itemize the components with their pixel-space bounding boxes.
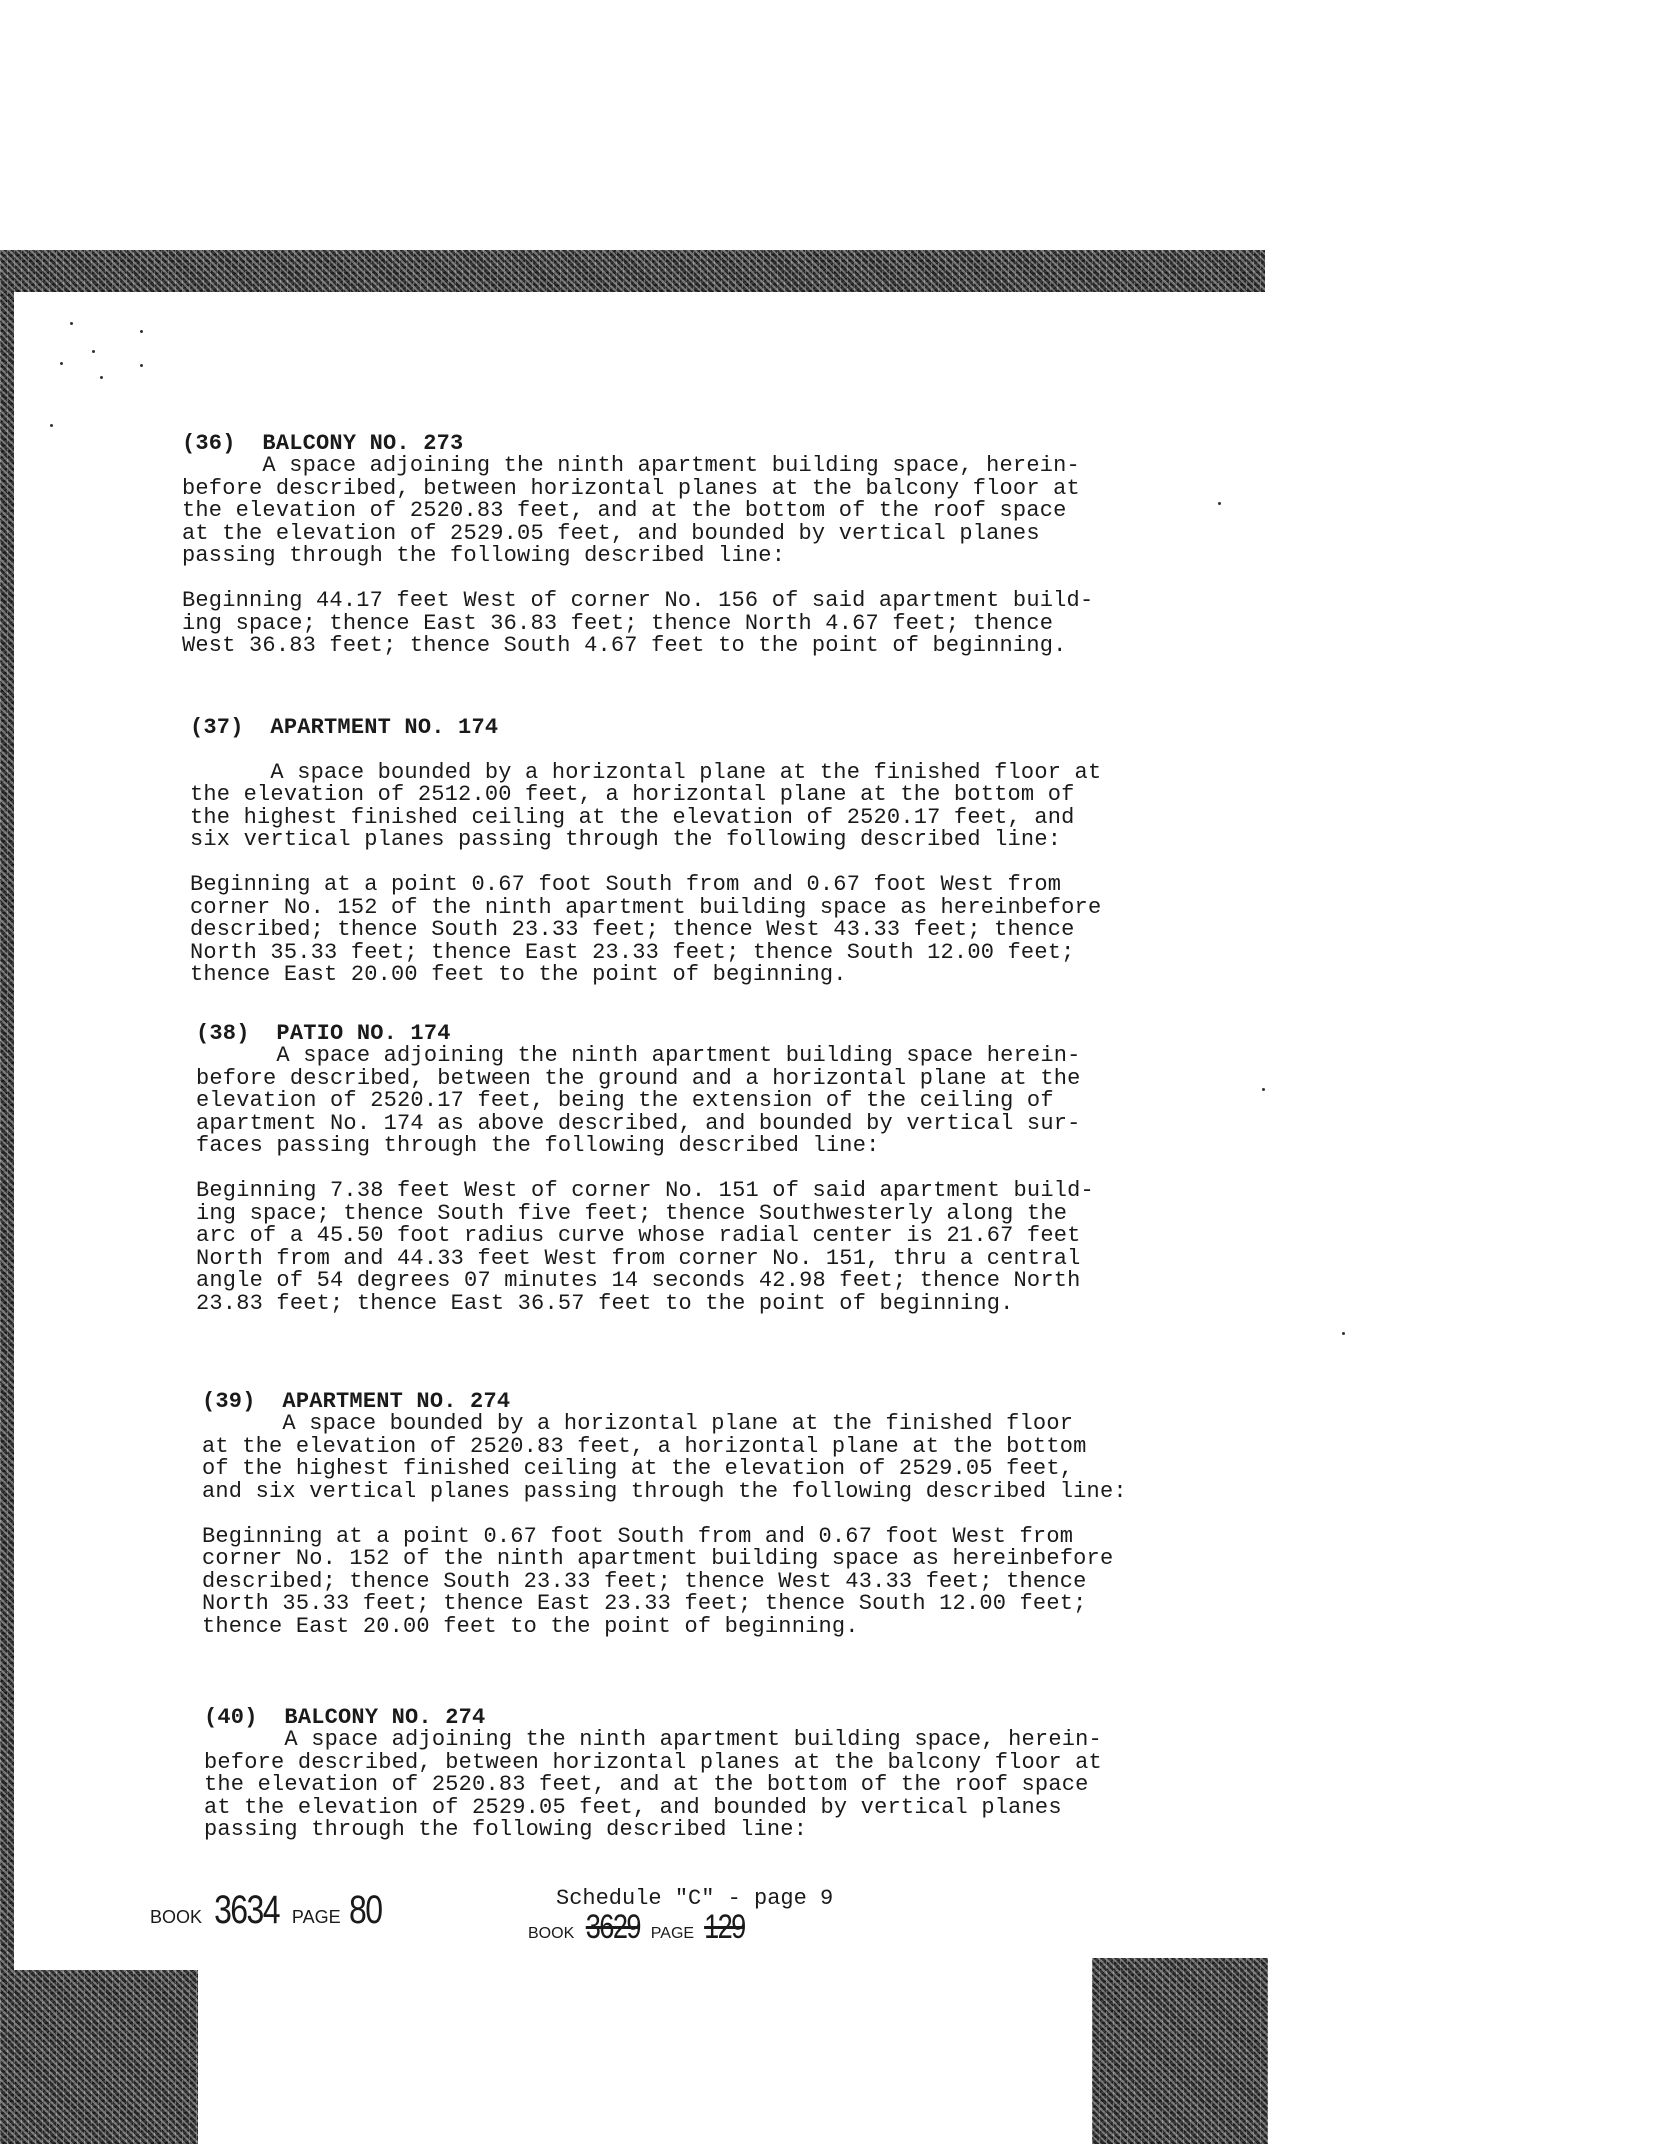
book-page-stamp: [150, 1888, 386, 1933]
section-heading: (37) APARTMENT NO. 174: [190, 714, 499, 740]
section-paragraph: Beginning at a point 0.67 foot South from and 0.67 foot West from corner No. 152 of the ninth apartment building space as hereinbefore described; thence South 23.33 feet; thence West 43.33 feet; thence North 35.33 feet; thence East 23.33 feet; thence South 12.00 feet; thence East 20.00 feet to the point of beginning.: [202, 1523, 1114, 1639]
superseded-book-page-stamp: [528, 1908, 749, 1947]
book-number: 3629: [585, 1908, 640, 1946]
book-label: BOOK: [150, 1907, 203, 1927]
section-paragraph: Beginning 44.17 feet West of corner No. 156 of said apartment build- ing space; thence East 36.83 feet; thence North 4.67 feet; thence West 36.83 feet; thence South 4.67 feet to the point of beginning.: [182, 588, 1094, 658]
page-label: PAGE: [291, 1907, 341, 1927]
page-label: PAGE: [650, 1925, 695, 1942]
book-label: BOOK: [528, 1925, 575, 1942]
section-39: [202, 1368, 1127, 1661]
section-paragraph: Beginning 7.38 feet West of corner No. 151 of said apartment build- ing space; thence South five feet; thence Southwesterly along the arc of a 45.50 foot radius curve whose radial center is 21.67 feet North from and 44.33 feet West from corner No. 151, thru a central angle of 54 degrees 07 minutes 14 seconds 42.98 feet; thence North 23.83 feet; thence East 36.57 feet to the point of beginning.: [196, 1178, 1094, 1316]
section-paragraph: A space bounded by a horizontal plane at the finished floor at the elevation of 2520.83 feet, a horizontal plane at the bottom of the highest finished ceiling at the elevation of 2529.05 feet, and six vertical planes passing through the following described line:: [202, 1411, 1127, 1504]
section-40: [204, 1684, 1102, 1864]
page-number: 129: [703, 1908, 745, 1946]
section-37: [190, 694, 1101, 1009]
schedule-page-label: Schedule "C" - page 9: [556, 1886, 834, 1911]
page-number: 80: [349, 1888, 382, 1932]
section-paragraph: A space adjoining the ninth apartment building space, herein- before described, between horizontal planes at the balcony floor at the elevation of 2520.83 feet, and at the bottom of the roof space at the elevation of 2529.05 feet, and bounded by vertical planes passing through the following described line:: [182, 453, 1080, 568]
section-heading: (40) BALCONY NO. 274: [204, 1704, 486, 1730]
section-paragraph: A space adjoining the ninth apartment building space, herein- before described, between horizontal planes at the balcony floor at the elevation of 2520.83 feet, and at the bottom of the roof space at the elevation of 2529.05 feet, and bounded by vertical planes passing through the following described line:: [204, 1727, 1102, 1842]
section-36: [182, 410, 1093, 680]
section-paragraph: A space adjoining the ninth apartment building space herein- before described, between the ground and a horizontal plane at the elevation of 2520.17 feet, being the extension of the ceiling of apartment No. 174 as above described, and bounded by vertical sur- faces passing through the following described line:: [196, 1043, 1081, 1158]
section-heading: (38) PATIO NO. 174: [196, 1020, 451, 1046]
section-paragraph: Beginning at a point 0.67 foot South from and 0.67 foot West from corner No. 152 of the ninth apartment building space as hereinbefore described; thence South 23.33 feet; thence West 43.33 feet; thence North 35.33 feet; thence East 23.33 feet; thence South 12.00 feet; thence East 20.00 feet to the point of beginning.: [190, 872, 1102, 987]
section-38: [196, 1000, 1094, 1338]
book-number: 3634: [214, 1888, 280, 1932]
section-heading: (36) BALCONY NO. 273: [182, 430, 464, 456]
section-heading: (39) APARTMENT NO. 274: [202, 1388, 511, 1414]
section-paragraph: A space bounded by a horizontal plane at the finished floor at the elevation of 2512.00 feet, a horizontal plane at the bottom of the highest finished ceiling at the elevation of 2520.17 feet, and six vertical planes passing through the following described line:: [190, 759, 1102, 852]
